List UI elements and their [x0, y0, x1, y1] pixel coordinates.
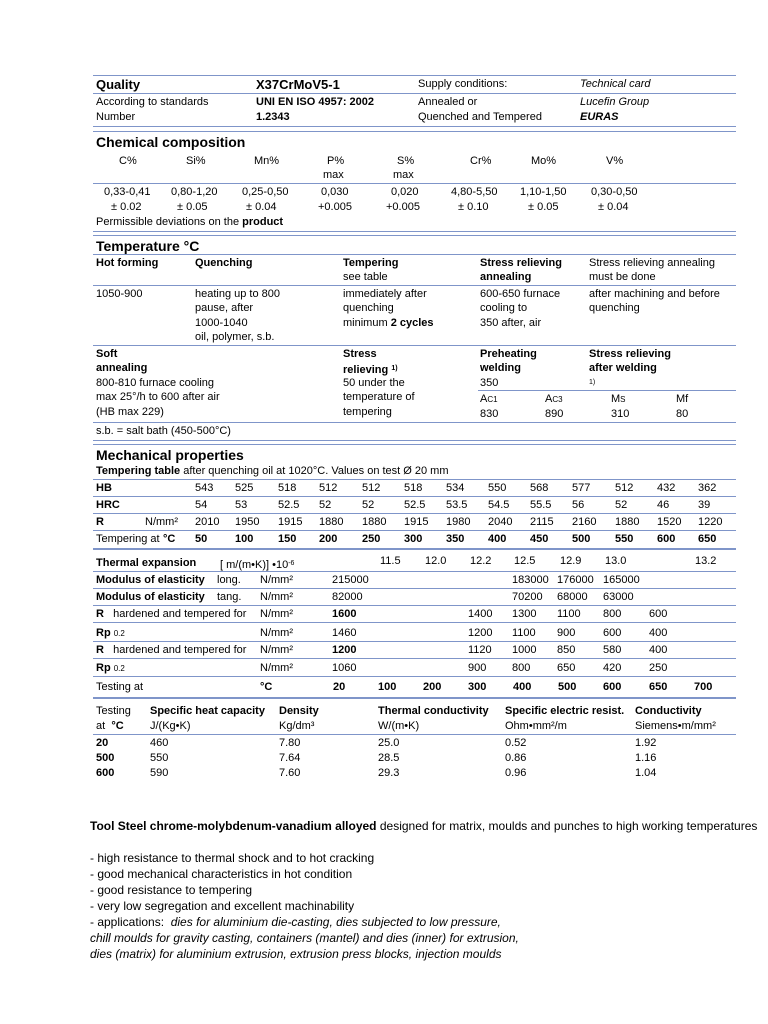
hrc-value: 54 [195, 499, 208, 511]
thermal-table-unit: W/(m•K) [378, 720, 420, 732]
thermal-exp-value: 12.2 [470, 555, 492, 567]
hrc-value: 52 [615, 499, 628, 511]
hb-value: 550 [488, 482, 507, 494]
quenching-line: pause, after [195, 302, 254, 314]
quality-label: Quality [96, 77, 141, 92]
mod-tang-20: 82000 [332, 591, 363, 603]
r1-value: 1400 [468, 608, 493, 620]
mod-tang-value: 68000 [557, 591, 588, 603]
soft-annealing-label: annealing [96, 362, 148, 374]
thermal-row-value: 25.0 [378, 737, 400, 749]
r-value: 2115 [530, 516, 554, 528]
chem-range: 0,030 [321, 186, 349, 198]
mod-long-value: 176000 [557, 574, 594, 586]
hb-value: 577 [572, 482, 591, 494]
rule [93, 676, 736, 677]
sr-annealing-note: must be done [589, 271, 656, 283]
stress-line: tempering [343, 406, 392, 418]
rule [93, 131, 736, 132]
rp2-value: 250 [649, 662, 668, 674]
r-value: 1880 [362, 516, 387, 528]
r-value: 1880 [615, 516, 640, 528]
r2-value: 1000 [512, 644, 537, 656]
chem-header: C% [119, 155, 137, 167]
rp1-value: 400 [649, 627, 668, 639]
r-value: 1950 [235, 516, 260, 528]
tempering-at-label: Tempering at [96, 533, 160, 545]
mf-value: 80 [676, 408, 689, 420]
thermal-exp-value: 12.9 [560, 555, 582, 567]
testing-temp: 100 [378, 681, 397, 693]
mod-long-dir: long. [217, 574, 241, 586]
rule [93, 697, 736, 699]
sr-welding-label: after welding [589, 362, 657, 374]
thermal-row-value: 7.60 [279, 767, 301, 779]
r2-value: 1120 [468, 644, 492, 656]
hrc-value: 39 [698, 499, 711, 511]
description-bullet: - very low segregation and excellent machinability [90, 899, 355, 913]
r-label: R [96, 516, 104, 528]
chem-range: 0,020 [391, 186, 419, 198]
sr-line: cooling to [480, 302, 528, 314]
sr-annealing-note: Stress relieving annealing [589, 257, 715, 269]
applications-line: chill moulds for gravity casting, containers (mantel) and dies (inner) for extrusion, [90, 931, 519, 945]
hb-value: 525 [235, 482, 254, 494]
thermal-row-value: 0.86 [505, 752, 527, 764]
r-value: 1980 [446, 516, 471, 528]
description-lead: Tool Steel chrome-molybdenum-vanadium alloyed designed for matrix, moulds and punches to high working temperatures [90, 819, 758, 833]
tempering-temp: 450 [530, 533, 549, 545]
testing-temp: 400 [513, 681, 532, 693]
hrc-value: 53 [235, 499, 248, 511]
sr-after-line: quenching [589, 302, 640, 314]
rp1-unit: N/mm² [260, 627, 293, 639]
mod-long-value: 183000 [512, 574, 549, 586]
hot-forming-value: 1050-900 [96, 288, 143, 300]
rule [93, 126, 736, 127]
stress-relieving-label: Stress relieving [480, 257, 562, 269]
tempering-temp: 500 [572, 533, 591, 545]
testing-at-unit: °C [260, 681, 273, 693]
salt-bath-note: s.b. = salt bath (450-500°C) [96, 425, 231, 437]
rp1-label: Rp 0.2 [96, 627, 125, 639]
rule [93, 641, 736, 642]
rule [93, 444, 736, 445]
applications-line: - applications: dies for aluminium die-casting, dies subjected to low pressure, [90, 915, 501, 929]
rp2-value: 800 [512, 662, 531, 674]
soft-label: Soft [96, 348, 118, 360]
rule [93, 479, 736, 480]
r2-value: 400 [649, 644, 668, 656]
chemical-title: Chemical composition [96, 134, 246, 150]
chem-max: max [393, 169, 414, 181]
sr-after-line: after machining and before [589, 288, 720, 300]
thermal-row-value: 28.5 [378, 752, 400, 764]
testing-temp: 300 [468, 681, 487, 693]
thermal-exp-unit: [ m/(m•K)] $•10^{-6}$ [220, 559, 295, 571]
mf-label: Mf [676, 393, 689, 405]
thermal-row-value: 1.16 [635, 752, 657, 764]
standards-label: According to standards [96, 96, 209, 108]
hb-value: 512 [615, 482, 634, 494]
rule [93, 183, 736, 184]
thermal-table-header: Density [279, 705, 319, 717]
hrc-value: 52.5 [404, 499, 426, 511]
chem-header: P% [327, 155, 345, 167]
hot-forming-label: Hot forming [96, 257, 159, 269]
r2-value: 850 [557, 644, 576, 656]
mod-tang-value: 63000 [603, 591, 634, 603]
chem-header: Mn% [254, 155, 280, 167]
thermal-table-unit: Siemens•m/mm² [635, 720, 716, 732]
ac1-label: AC1 [480, 393, 498, 405]
hb-value: 518 [278, 482, 297, 494]
chem-deviation: ± 0.05 [177, 201, 208, 213]
r-value: 1520 [657, 516, 682, 528]
thermal-row-value: 0.52 [505, 737, 527, 749]
quenching-label: Quenching [195, 257, 253, 269]
r1-unit: N/mm² [260, 608, 293, 620]
hrc-value: 52 [362, 499, 375, 511]
preheat-value: 350 [480, 377, 499, 389]
tempering-temp: 650 [698, 533, 717, 545]
thermal-row-value: 29.3 [378, 767, 400, 779]
lucefin-label: Lucefin Group [580, 96, 650, 108]
r-value: 2040 [488, 516, 513, 528]
rule [93, 622, 736, 623]
description-bullet: - good mechanical characteristics in hot condition [90, 867, 353, 881]
chem-deviation: ± 0.10 [458, 201, 489, 213]
r1-row-label: R hardened and tempered for [96, 608, 247, 620]
thermal-table-header: Thermal conductivity [378, 705, 489, 717]
testing-temp: 200 [423, 681, 442, 693]
chem-range: 0,80-1,20 [171, 186, 218, 198]
thermal-row-temp: 600 [96, 767, 115, 779]
sr-line: 600-650 furnace [480, 288, 561, 300]
stress-line: 50 under the [343, 377, 405, 389]
r-value: 1880 [319, 516, 344, 528]
temperature-title: Temperature °C [96, 238, 200, 254]
thermal-exp-value: 13.2 [695, 555, 717, 567]
annealed-label: Annealed or [418, 96, 478, 108]
rp2-unit: N/mm² [260, 662, 293, 674]
rp2-20: 1060 [332, 662, 357, 674]
rule [93, 440, 736, 441]
chem-deviation: ± 0.04 [598, 201, 629, 213]
ms-label: MS [611, 393, 626, 405]
hb-value: 518 [404, 482, 423, 494]
thermal-row-value: 460 [150, 737, 169, 749]
tempering-temp: 550 [615, 533, 634, 545]
soft-line: (HB max 229) [96, 406, 164, 418]
hb-value: 362 [698, 482, 717, 494]
r2-row-label: R hardened and tempered for [96, 644, 247, 656]
euras-label: EURAS [580, 111, 619, 123]
thermal-table-header: Conductivity [635, 705, 702, 717]
thermal-row-value: 7.64 [279, 752, 301, 764]
supply-label: Supply conditions: [418, 78, 508, 90]
rp1-value: 600 [603, 627, 622, 639]
hb-value: 512 [319, 482, 338, 494]
rule [93, 513, 736, 514]
tempering-at-unit: °C [163, 533, 176, 545]
rp2-label: Rp 0.2 [96, 662, 125, 674]
rule [93, 734, 736, 735]
tempering-temp: 350 [446, 533, 465, 545]
thermal-exp-value: 13.0 [605, 555, 627, 567]
tempering-label: Tempering [343, 257, 399, 269]
chem-range: 1,10-1,50 [520, 186, 567, 198]
testing-temp: 600 [603, 681, 622, 693]
rp2-value: 420 [603, 662, 622, 674]
hrc-value: 46 [657, 499, 670, 511]
r-value: 2160 [572, 516, 597, 528]
thermal-row-value: 7.80 [279, 737, 301, 749]
rule [93, 254, 736, 255]
sr-welding-mark: 1) [589, 379, 596, 386]
ac1-value: 830 [480, 408, 499, 420]
chem-header: Cr% [470, 155, 492, 167]
chem-deviation: ± 0.04 [246, 201, 277, 213]
mechanical-title: Mechanical properties [96, 447, 244, 463]
testing-temp: 700 [694, 681, 713, 693]
hrc-value: 52.5 [278, 499, 300, 511]
ms-value: 310 [611, 408, 630, 420]
thermal-table-header: Specific electric resist. [505, 705, 625, 717]
hb-label: HB [96, 482, 112, 494]
tempering-table-title: Tempering table after quenching oil at 1020°C. Values on test Ø 20 mm [96, 465, 449, 477]
tempering-temp: 100 [235, 533, 254, 545]
tempering-min: minimum 2 cycles [343, 317, 434, 329]
rule [478, 390, 736, 391]
rule [93, 588, 736, 589]
supply-value: Technical card [580, 78, 651, 90]
tempering-temp: 200 [319, 533, 338, 545]
rule [93, 530, 736, 531]
chem-header: Mo% [531, 155, 557, 167]
thermal-exp-value: 12.5 [514, 555, 536, 567]
thermal-exp-value: 11.5 [380, 555, 401, 567]
tempering-temp: 300 [404, 533, 423, 545]
r2-20: 1200 [332, 644, 357, 656]
mod-long-value: 165000 [603, 574, 640, 586]
rule [93, 235, 736, 236]
welding-label: welding [480, 362, 521, 374]
mod-tang-label: Modulus of elasticity [96, 591, 205, 603]
quenching-line: 1000-1040 [195, 317, 248, 329]
applications-line: dies (matrix) for aluminium extrusion, extrusion press blocks, injection moulds [90, 947, 502, 961]
hrc-value: 54.5 [488, 499, 510, 511]
chem-range: 0,33-0,41 [104, 186, 151, 198]
see-table: see table [343, 271, 388, 283]
tempering-line: immediately after [343, 288, 427, 300]
chem-deviation: ± 0.05 [528, 201, 559, 213]
rule [93, 422, 736, 423]
r2-value: 580 [603, 644, 622, 656]
chem-deviation: +0.005 [318, 201, 352, 213]
thermal-row-value: 0.96 [505, 767, 527, 779]
testing-at-header: at °C [96, 720, 124, 732]
chem-range: 0,25-0,50 [242, 186, 289, 198]
rule [93, 605, 736, 606]
quality-value: X37CrMoV5-1 [256, 77, 340, 92]
hrc-value: 53.5 [446, 499, 468, 511]
thermal-table-header: Specific heat capacity [150, 705, 265, 717]
mod-tang-dir: tang. [217, 591, 242, 603]
hb-value: 543 [195, 482, 214, 494]
mod-long-unit: N/mm² [260, 574, 293, 586]
tempering-temp: 250 [362, 533, 381, 545]
r1-value: 1300 [512, 608, 537, 620]
tempering-line: quenching [343, 302, 394, 314]
rp2-value: 900 [468, 662, 487, 674]
rule [93, 496, 736, 497]
r2-unit: N/mm² [260, 644, 293, 656]
r-value: 2010 [195, 516, 220, 528]
thermal-row-temp: 20 [96, 737, 109, 749]
thermal-exp-value: 12.0 [425, 555, 447, 567]
rule [93, 285, 736, 286]
r-value: 1915 [278, 516, 303, 528]
hrc-label: HRC [96, 499, 120, 511]
thermal-row-value: 550 [150, 752, 169, 764]
r1-value: 600 [649, 608, 668, 620]
r1-value: 800 [603, 608, 622, 620]
rule [93, 658, 736, 659]
thermal-row-value: 1.92 [635, 737, 657, 749]
chem-deviation: +0.005 [386, 201, 420, 213]
mod-tang-value: 70200 [512, 591, 543, 603]
rp1-value: 1200 [468, 627, 493, 639]
testing-temp: 500 [558, 681, 577, 693]
hb-value: 568 [530, 482, 549, 494]
rule [93, 93, 736, 94]
ac3-label: AC3 [545, 393, 563, 405]
chem-header: Si% [186, 155, 206, 167]
annealing-label: annealing [480, 271, 532, 283]
chem-range: 4,80-5,50 [451, 186, 498, 198]
testing-temp: 650 [649, 681, 668, 693]
rule [93, 231, 736, 232]
mod-long-label: Modulus of elasticity [96, 574, 205, 586]
thermal-row-value: 590 [150, 767, 169, 779]
r-value: 1915 [404, 516, 429, 528]
thermal-table-unit: Ohm•mm²/m [505, 720, 567, 732]
tempering-temp: 600 [657, 533, 676, 545]
description-bullet: - good resistance to tempering [90, 883, 253, 897]
r1-value: 1100 [557, 608, 581, 620]
hrc-value: 52 [319, 499, 332, 511]
tempering-temp: 400 [488, 533, 507, 545]
rp1-value: 900 [557, 627, 576, 639]
mod-tang-unit: N/mm² [260, 591, 293, 603]
chem-header: V% [606, 155, 624, 167]
description-bullet: - high resistance to thermal shock and to hot cracking [90, 851, 375, 865]
stress-label: Stress [343, 348, 377, 360]
testing-at-label: Testing at [96, 681, 144, 693]
standards-value: UNI EN ISO 4957: 2002 [256, 96, 375, 108]
hb-value: 512 [362, 482, 381, 494]
preheating-label: Preheating [480, 348, 537, 360]
stress-line: temperature of [343, 391, 415, 403]
mod-long-20: 215000 [332, 574, 369, 586]
rule [93, 571, 736, 572]
quenched-label: Quenched and Tempered [418, 111, 542, 123]
rule [93, 548, 736, 550]
testing-header: Testing [96, 705, 131, 717]
chem-max: max [323, 169, 344, 181]
chem-header: S% [397, 155, 415, 167]
hb-value: 432 [657, 482, 676, 494]
sr-line: 350 after, air [480, 317, 542, 329]
thermal-row-temp: 500 [96, 752, 115, 764]
r-value: 1220 [698, 516, 723, 528]
soft-line: 800-810 furnace cooling [96, 377, 215, 389]
quenching-line: oil, polymer, s.b. [195, 331, 275, 343]
tempering-temp: 150 [278, 533, 297, 545]
number-value: 1.2343 [256, 111, 290, 123]
tempering-temp: 50 [195, 533, 208, 545]
rp2-value: 650 [557, 662, 576, 674]
chem-range: 0,30-0,50 [591, 186, 638, 198]
chem-note: Permissible deviations on the product [96, 216, 284, 228]
ac3-value: 890 [545, 408, 564, 420]
hrc-value: 55.5 [530, 499, 552, 511]
soft-line: max 25°/h to 600 after air [96, 391, 220, 403]
thermal-table-unit: J/(Kg•K) [150, 720, 191, 732]
number-label: Number [96, 111, 136, 123]
thermal-table-unit: Kg/dm³ [279, 720, 315, 732]
relieving-label: relieving $^{1)}$ [343, 364, 398, 376]
thermal-exp-label: Thermal expansion [96, 557, 197, 569]
r-unit: N/mm² [145, 516, 178, 528]
hrc-value: 56 [572, 499, 585, 511]
rule [93, 345, 736, 346]
testing-temp: 20 [333, 681, 346, 693]
rule [93, 75, 736, 76]
r1-20: 1600 [332, 608, 357, 620]
thermal-row-value: 1.04 [635, 767, 657, 779]
chem-deviation: ± 0.02 [111, 201, 142, 213]
quenching-line: heating up to 800 [195, 288, 281, 300]
hb-value: 534 [446, 482, 465, 494]
rp1-value: 1100 [512, 627, 536, 639]
sr-welding-label: Stress relieving [589, 348, 671, 360]
rp1-20: 1460 [332, 627, 357, 639]
